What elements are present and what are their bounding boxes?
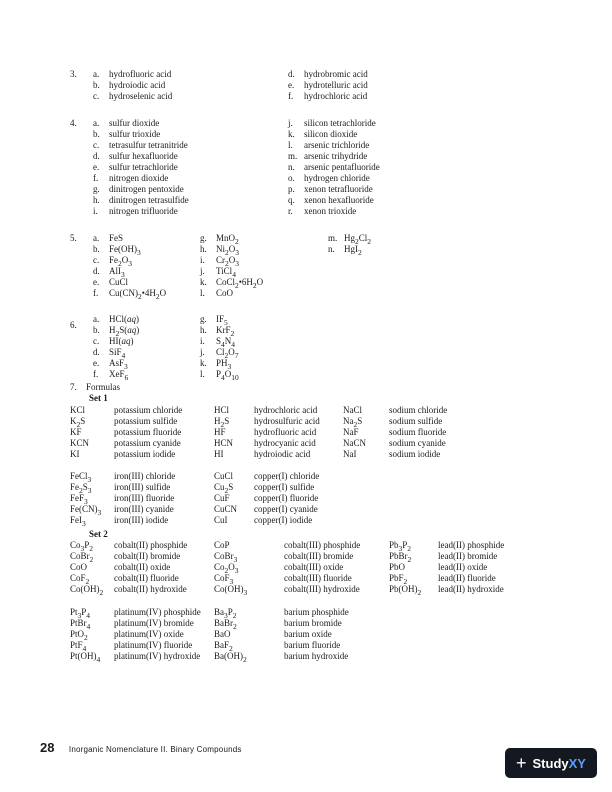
item-text: $IF_5$	[216, 314, 228, 327]
item-letter: b.	[93, 129, 100, 139]
item-letter: h.	[93, 195, 100, 205]
item-text: silicon tetrachloride	[304, 118, 376, 128]
formula-cell: $Na_2S$	[343, 416, 363, 429]
item-text: nitrogen trifluoride	[109, 206, 178, 216]
item-letter: g.	[200, 314, 207, 324]
formula-cell: FeCl$_3$	[70, 471, 92, 484]
name-cell: lead(II) bromide	[438, 551, 498, 561]
list-item	[93, 347, 139, 358]
item-letter: d.	[93, 266, 100, 276]
footer-title: Inorganic Nomenclature II. Binary Compounds	[68, 745, 242, 754]
name-cell: lead(II) hydroxide	[438, 584, 504, 594]
item-text: $Ni_2O_3$	[216, 244, 239, 257]
item-text: nitrogen dioxide	[109, 173, 169, 183]
list-item	[200, 369, 239, 380]
q3-right-list	[288, 69, 368, 102]
list-item	[288, 140, 380, 151]
name-cell: lead(II) fluoride	[438, 573, 496, 583]
item-text: $Hg_2Cl_2$	[344, 233, 372, 246]
name-cell: cobalt(III) oxide	[284, 562, 344, 572]
formula-cell: PbF$_2$	[389, 573, 408, 586]
formula-cell: $Ba_3P_2$	[214, 607, 237, 620]
list-item	[93, 206, 189, 217]
list-item	[200, 233, 263, 244]
list-item	[328, 244, 371, 255]
table-row	[70, 482, 370, 493]
name-cell: sodium iodide	[389, 449, 441, 459]
name-cell: potassium chloride	[114, 405, 183, 415]
table-row	[70, 493, 370, 504]
item-letter: g.	[93, 184, 100, 194]
list-item	[93, 233, 166, 244]
list-item	[93, 255, 166, 266]
item-letter: c.	[93, 91, 100, 101]
formula-cell: $Co(OH)_2$	[70, 584, 104, 597]
formula-cell: CoBr$_2$	[70, 551, 94, 564]
item-letter: f.	[93, 288, 99, 298]
item-letter: e.	[93, 358, 100, 368]
list-item	[288, 173, 380, 184]
list-item	[288, 69, 368, 80]
table-row	[70, 540, 550, 551]
name-cell: hydrofluoric acid	[254, 427, 317, 437]
list-item	[93, 358, 139, 369]
formula-cell: KCl	[70, 405, 86, 415]
formula-cell: $H_2S$	[214, 416, 230, 429]
name-cell: hydrosulfuric acid	[254, 416, 320, 426]
list-item	[200, 255, 263, 266]
name-cell: hydroiodic acid	[254, 449, 311, 459]
list-item	[93, 277, 166, 288]
item-text: CuCl	[109, 277, 129, 287]
formula-cell: HCl	[214, 405, 230, 415]
name-cell: platinum(IV) hydroxide	[114, 651, 201, 661]
item-text: xenon trioxide	[304, 206, 357, 216]
table-row	[70, 471, 370, 482]
item-letter: i.	[200, 336, 205, 346]
item-text: FeS	[109, 233, 124, 243]
page-number: 28	[40, 740, 55, 755]
plus-icon: +	[516, 753, 527, 773]
item-letter: h.	[200, 325, 207, 335]
item-text: sulfur dioxide	[109, 118, 160, 128]
name-cell: hydrochloric acid	[254, 405, 318, 415]
name-cell: lead(II) phosphide	[438, 540, 505, 550]
formula-cell: CuCN	[214, 504, 238, 514]
item-text: arsenic trichloride	[304, 140, 370, 150]
formula-cell: CuF	[214, 493, 230, 503]
item-letter: f.	[288, 91, 294, 101]
list-item	[328, 233, 371, 244]
q5-col2-list	[200, 233, 263, 299]
name-cell: copper(I) chloride	[254, 471, 320, 481]
item-letter: j.	[200, 347, 205, 357]
formula-cell: CuI	[214, 515, 228, 525]
item-letter: f.	[93, 369, 99, 379]
item-text: xenon hexafluoride	[304, 195, 374, 205]
list-item	[93, 325, 139, 336]
item-text: HI(aq)	[109, 336, 134, 346]
list-item	[288, 206, 380, 217]
name-cell: platinum(IV) oxide	[114, 629, 184, 639]
item-text: SiF$_4$	[109, 347, 126, 360]
item-text: arsenic trihydride	[304, 151, 368, 161]
item-letter: m.	[328, 233, 338, 243]
item-text: CoO	[216, 288, 234, 298]
formula-cell: KCN	[70, 438, 90, 448]
name-cell: copper(I) sulfide	[254, 482, 315, 492]
table-row	[70, 438, 550, 449]
q4-right-list	[288, 118, 380, 217]
list-item	[93, 91, 172, 102]
list-item	[288, 80, 368, 91]
item-text: sulfur trioxide	[109, 129, 161, 139]
page-footer	[40, 739, 242, 757]
name-cell: barium hydroxide	[284, 651, 349, 661]
name-cell: cobalt(III) phosphide	[284, 540, 361, 550]
formula-cell: NaCl	[343, 405, 362, 415]
item-letter: e.	[93, 162, 100, 172]
item-text: xenon tetrafluoride	[304, 184, 373, 194]
q5-col1-list	[93, 233, 166, 299]
item-letter: q.	[288, 195, 295, 205]
name-cell: platinum(IV) phosphide	[114, 607, 201, 617]
name-cell: copper(I) fluoride	[254, 493, 319, 503]
item-letter: n.	[328, 244, 335, 254]
name-cell: potassium iodide	[114, 449, 176, 459]
formula-cell: PtF$_4$	[70, 640, 87, 653]
list-item	[200, 325, 239, 336]
list-item	[93, 173, 189, 184]
set1-label: Set 1	[89, 393, 108, 403]
name-cell: copper(I) iodide	[254, 515, 313, 525]
list-item	[93, 80, 172, 91]
item-letter: h.	[200, 244, 207, 254]
table-row	[70, 607, 370, 618]
item-text: HgI$_2$	[344, 244, 362, 257]
name-cell: iron(III) sulfide	[114, 482, 171, 492]
formula-cell: $Cu_2S$	[214, 482, 234, 495]
item-letter: c.	[93, 255, 100, 265]
name-cell: cobalt(III) bromide	[284, 551, 354, 561]
studyxy-badge	[505, 748, 597, 778]
item-letter: r.	[288, 206, 293, 216]
item-letter: a.	[93, 233, 100, 243]
name-cell: cobalt(II) phosphide	[114, 540, 188, 550]
name-cell: cobalt(II) oxide	[114, 562, 171, 572]
q3-number: 3.	[70, 69, 77, 79]
item-text: $H_2S(aq)$	[109, 325, 140, 338]
formula-cell: KI	[70, 449, 80, 459]
list-item	[288, 162, 380, 173]
formula-cell: $Co_2O_3$	[214, 562, 239, 575]
item-text: KrF$_2$	[216, 325, 235, 338]
item-text: $Cr_2O_3$	[216, 255, 239, 268]
list-item	[200, 266, 263, 277]
formula-cell: $Fe(CN)_3$	[70, 504, 102, 517]
formula-cell: NaCN	[343, 438, 366, 448]
item-letter: l.	[200, 369, 205, 379]
q4-number: 4.	[70, 118, 77, 128]
item-letter: g.	[200, 233, 207, 243]
item-letter: a.	[93, 118, 100, 128]
item-letter: l.	[200, 288, 205, 298]
formula-cell: CoP	[214, 540, 230, 550]
table-row	[70, 562, 550, 573]
name-cell: barium oxide	[284, 629, 332, 639]
list-item	[200, 244, 263, 255]
item-text: AsF$_3$	[109, 358, 128, 371]
item-text: XeF$_6$	[109, 369, 129, 382]
item-text: AlI$_3$	[109, 266, 125, 279]
name-cell: iron(III) cyanide	[114, 504, 174, 514]
q5-col3-list	[328, 233, 371, 255]
formula-cell: CoBr$_3$	[214, 551, 238, 564]
q6-col1-list	[93, 314, 139, 380]
list-item	[93, 195, 189, 206]
brand-main: Study	[532, 755, 569, 771]
list-item	[288, 184, 380, 195]
table-row	[70, 618, 370, 629]
list-item	[93, 336, 139, 347]
item-text: MnO$_2$	[216, 233, 239, 246]
name-cell: sodium cyanide	[389, 438, 446, 448]
name-cell: potassium fluoride	[114, 427, 182, 437]
list-item	[288, 151, 380, 162]
table-row	[70, 504, 370, 515]
item-letter: b.	[93, 244, 100, 254]
name-cell: cobalt(II) bromide	[114, 551, 181, 561]
table-row	[70, 573, 550, 584]
formula-cell: CoO	[70, 562, 88, 572]
set1a-table	[70, 405, 550, 460]
list-item	[200, 336, 239, 347]
list-item	[200, 358, 239, 369]
formula-cell: HCN	[214, 438, 234, 448]
item-text: HCl(aq)	[109, 314, 139, 324]
formula-cell: $K_2S$	[70, 416, 86, 429]
list-item	[288, 195, 380, 206]
list-item	[93, 369, 139, 380]
item-letter: b.	[93, 325, 100, 335]
set1b-table	[70, 471, 370, 526]
formula-cell: $Pt(OH)_4$	[70, 651, 101, 664]
table-row	[70, 515, 370, 526]
list-item	[288, 129, 380, 140]
brand-accent: XY	[568, 755, 586, 771]
q3-left-list	[93, 69, 172, 102]
formula-cell: NaI	[343, 449, 357, 459]
item-text: hydrochloric acid	[304, 91, 368, 101]
item-text: $Cl_2O_7$	[216, 347, 239, 360]
item-letter: a.	[93, 314, 100, 324]
item-text: $Fe(OH)_3$	[109, 244, 141, 257]
list-item	[288, 118, 380, 129]
item-letter: l.	[288, 140, 293, 150]
item-letter: c.	[93, 336, 100, 346]
name-cell: potassium sulfide	[114, 416, 178, 426]
table-row	[70, 551, 550, 562]
table-row	[70, 584, 550, 595]
item-text: dinitrogen pentoxide	[109, 184, 184, 194]
name-cell: barium phosphide	[284, 607, 349, 617]
item-letter: d.	[93, 151, 100, 161]
list-item	[93, 151, 189, 162]
q6-col2-list	[200, 314, 239, 380]
item-text: tetrasulfur tetranitride	[109, 140, 188, 150]
list-item	[93, 288, 166, 299]
name-cell: barium bromide	[284, 618, 342, 628]
item-letter: a.	[93, 69, 100, 79]
item-letter: b.	[93, 80, 100, 90]
name-cell: sodium fluoride	[389, 427, 447, 437]
formula-cell: $Co_3P_2$	[70, 540, 94, 553]
name-cell: cobalt(II) hydroxide	[114, 584, 187, 594]
list-item	[200, 314, 239, 325]
formula-cell: PtBr$_4$	[70, 618, 91, 631]
item-text: $PH_3$	[216, 358, 232, 371]
item-letter: d.	[93, 347, 100, 357]
item-letter: p.	[288, 184, 295, 194]
q5-number: 5.	[70, 233, 77, 243]
name-cell: sodium chloride	[389, 405, 448, 415]
formula-cell: PtO$_2$	[70, 629, 88, 642]
table-row	[70, 449, 550, 460]
table-row	[70, 651, 370, 662]
item-text: TiCl$_4$	[216, 266, 236, 279]
formula-cell: $Ba(OH)_2$	[214, 651, 247, 664]
q4-left-list	[93, 118, 189, 217]
list-item	[93, 69, 172, 80]
formula-cell: $Pb_3P_2$	[389, 540, 412, 553]
formula-cell: $Co(OH)_3$	[214, 584, 248, 597]
formula-cell: PbBr$_2$	[389, 551, 412, 564]
name-cell: cobalt(II) fluoride	[114, 573, 179, 583]
list-item	[93, 140, 189, 151]
name-cell: iron(III) chloride	[114, 471, 176, 481]
name-cell: cobalt(III) hydroxide	[284, 584, 360, 594]
formula-cell: CoF$_2$	[70, 573, 90, 586]
item-text: silicon dioxide	[304, 129, 358, 139]
name-cell: lead(II) oxide	[438, 562, 488, 572]
item-text: hydroiodic acid	[109, 80, 166, 90]
item-letter: e.	[288, 80, 295, 90]
table-row	[70, 640, 370, 651]
table-row	[70, 405, 550, 416]
name-cell: copper(I) cyanide	[254, 504, 318, 514]
item-text: $CoCl_2•6H_2O$	[216, 277, 264, 290]
item-letter: d.	[288, 69, 295, 79]
list-item	[93, 184, 189, 195]
formula-cell: $Pb(OH)_2$	[389, 584, 422, 597]
item-text: hydrobromic acid	[304, 69, 368, 79]
table-row	[70, 416, 550, 427]
item-text: hydroselenic acid	[109, 91, 173, 101]
formula-cell: BaO	[214, 629, 231, 639]
formula-cell: FeI$_3$	[70, 515, 86, 528]
formula-cell: BaF$_2$	[214, 640, 233, 653]
name-cell: iron(III) iodide	[114, 515, 169, 525]
name-cell: cobalt(III) fluoride	[284, 573, 352, 583]
formula-cell: KF	[70, 427, 82, 437]
item-letter: k.	[288, 129, 295, 139]
item-text: hydrotelluric acid	[304, 80, 368, 90]
list-item	[93, 162, 189, 173]
formula-cell: NaF	[343, 427, 359, 437]
name-cell: iron(III) fluoride	[114, 493, 175, 503]
formula-cell: BaBr$_2$	[214, 618, 237, 631]
set2-label: Set 2	[89, 529, 108, 539]
name-cell: platinum(IV) fluoride	[114, 640, 193, 650]
list-item	[93, 129, 189, 140]
list-item	[93, 118, 189, 129]
item-text: dinitrogen tetrasulfide	[109, 195, 189, 205]
item-letter: i.	[93, 206, 98, 216]
formula-cell: HF	[214, 427, 226, 437]
item-letter: i.	[200, 255, 205, 265]
list-item	[93, 244, 166, 255]
set2b-table	[70, 607, 370, 662]
formula-cell: $Pt_3P_4$	[70, 607, 91, 620]
item-text: $S_4N_4$	[216, 336, 236, 349]
formula-cell: CuCl	[214, 471, 234, 481]
name-cell: platinum(IV) bromide	[114, 618, 194, 628]
item-text: hydrogen chloride	[304, 173, 370, 183]
item-letter: e.	[93, 277, 100, 287]
formula-cell: $Fe_2S_3$	[70, 482, 92, 495]
list-item	[288, 91, 368, 102]
item-text: hydrofluoric acid	[109, 69, 172, 79]
item-text: $Fe_2O_3$	[109, 255, 132, 268]
item-letter: m.	[288, 151, 298, 161]
item-letter: j.	[200, 266, 205, 276]
name-cell: barium fluoride	[284, 640, 341, 650]
name-cell: potassium cyanide	[114, 438, 181, 448]
item-text: $Cu(CN)_2•4H_2O$	[109, 288, 167, 301]
q6-number: 6.	[70, 320, 77, 330]
item-letter: c.	[93, 140, 100, 150]
formula-cell: CoF$_3$	[214, 573, 234, 586]
item-letter: k.	[200, 358, 207, 368]
name-cell: sodium sulfide	[389, 416, 443, 426]
item-text: sulfur tetrachloride	[109, 162, 178, 172]
list-item	[93, 314, 139, 325]
list-item	[200, 277, 263, 288]
item-letter: o.	[288, 173, 295, 183]
set2a-table	[70, 540, 550, 595]
item-letter: n.	[288, 162, 295, 172]
q7-title: Formulas	[86, 382, 121, 392]
item-letter: j.	[288, 118, 293, 128]
formula-cell: FeF$_3$	[70, 493, 88, 506]
item-text: sulfur hexafluoride	[109, 151, 178, 161]
formula-cell: HI	[214, 449, 224, 459]
item-letter: f.	[93, 173, 99, 183]
table-row	[70, 629, 370, 640]
item-text: arsenic pentafluoride	[304, 162, 380, 172]
table-row	[70, 427, 550, 438]
list-item	[200, 347, 239, 358]
q7-number: 7.	[70, 382, 77, 392]
name-cell: hydrocyanic acid	[254, 438, 316, 448]
item-text: $P_4O_{10}$	[216, 369, 239, 382]
formula-cell: PbO	[389, 562, 406, 572]
item-letter: k.	[200, 277, 207, 287]
